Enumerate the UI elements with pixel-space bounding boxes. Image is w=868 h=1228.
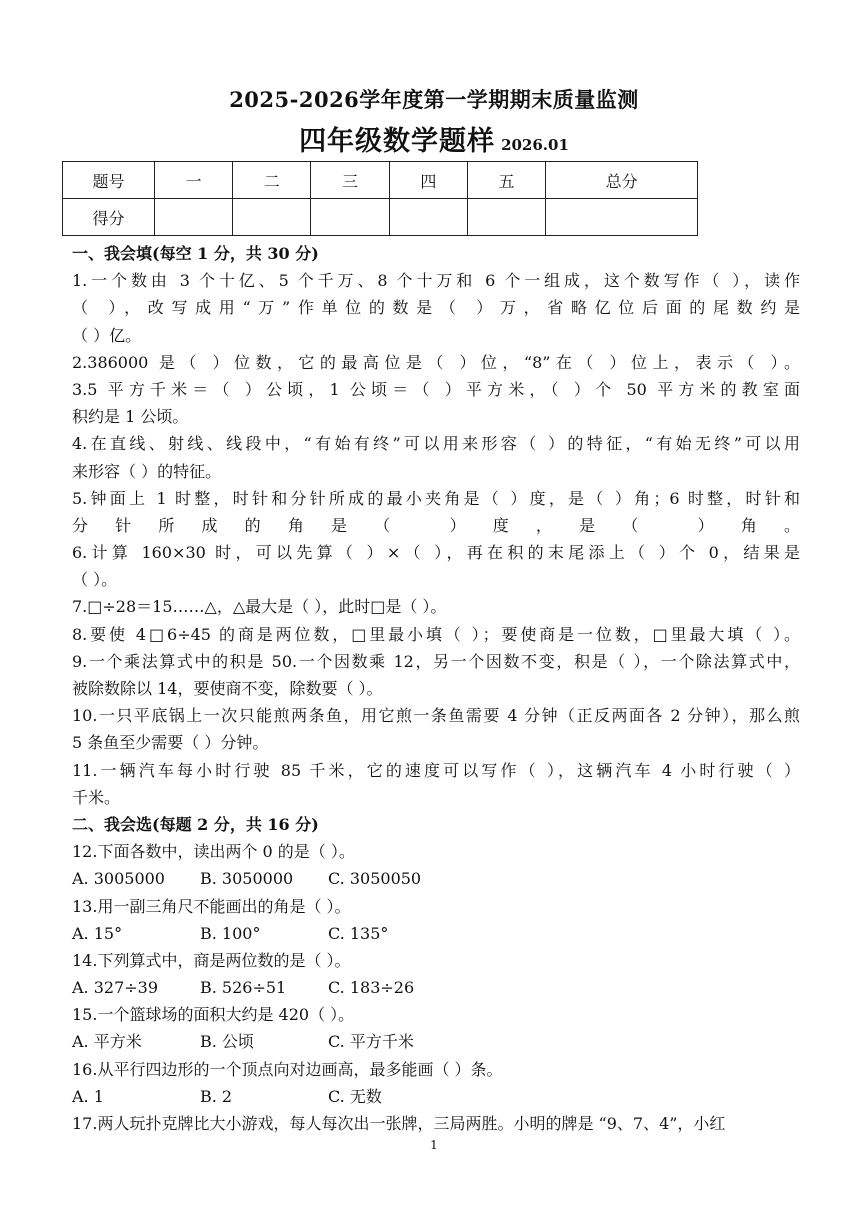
option-b[interactable]: B. 100°: [200, 923, 261, 943]
question-line: 5.钟面上 1 时整，时针和分针所成的最小夹角是（ ）度，是（ ）角；6 时整，时针和: [72, 488, 800, 508]
page-number: 1: [430, 1138, 438, 1152]
score-cell: 题号: [63, 162, 155, 199]
question-line: 11.一辆汽车每小时行驶 85 千米，它的速度可以写作（ ），这辆汽车 4 小时行驶（ ）: [72, 760, 800, 780]
subtitle-text: 四年级数学题样: [299, 126, 496, 157]
question-line: 14.下列算式中，商是两位数的是（ ）。: [72, 950, 351, 970]
option-c[interactable]: C. 183÷26: [328, 978, 415, 998]
question-line: 被除数除以 14，要使商不变，除数要（ ）。: [72, 679, 383, 698]
score-blank-cell[interactable]: [311, 199, 389, 236]
option-b[interactable]: B. 公顷: [200, 1032, 254, 1052]
question-line: 积约是 1 公顷。: [72, 407, 189, 427]
score-table: [62, 161, 698, 236]
question-line: 6.计算 160×30 时，可以先算（ ）×（ ），再在积的末尾添上（ ）个 0，结果是: [72, 543, 800, 563]
question-line: 17.两人玩扑克牌比大小游戏，每人每次出一张牌，三局两胜。小明的牌是 “9、7、4”，小红: [72, 1114, 726, 1133]
exam-subtitle: [0, 119, 868, 158]
options-row: [72, 865, 800, 892]
question-line: 9.一个乘法算式中的积是 50.一个因数乘 12，另一个因数不变，积是（ ），一个除法算式中，: [72, 651, 800, 671]
question-line: 5 条鱼至少需要（ ）分钟。: [72, 733, 269, 753]
score-blank-cell[interactable]: [389, 199, 467, 236]
option-c[interactable]: C. 3050050: [328, 869, 422, 889]
option-c[interactable]: C. 135°: [328, 923, 389, 943]
option-b[interactable]: B. 2: [200, 1086, 233, 1106]
score-cell: 一: [155, 162, 233, 199]
question-line: 7.□÷28＝15……△，△最大是（ ），此时□是（ ）。: [72, 597, 447, 617]
option-c[interactable]: C. 平方千米: [328, 1032, 414, 1052]
option-a[interactable]: A. 327÷39: [72, 978, 159, 998]
option-b[interactable]: B. 3050000: [200, 869, 294, 889]
score-blank-cell[interactable]: [233, 199, 311, 236]
question-line: 分针所成的角是（ ）度，是（ ）角。: [72, 515, 800, 535]
question-line: （ ）亿。: [72, 325, 142, 345]
score-blank-cell[interactable]: [467, 199, 545, 236]
question-line: 8.要使 4□6÷45 的商是两位数，□里最小填（ ）；要使商是一位数，□里最大填（ ）。: [72, 624, 800, 644]
question-line: （ ）。: [72, 570, 118, 590]
option-a[interactable]: A. 1: [72, 1086, 104, 1106]
score-cell: 二: [233, 162, 311, 199]
exam-date: 2026.01: [501, 136, 569, 154]
options-row: [72, 920, 800, 947]
options-row: [72, 1028, 800, 1055]
option-c[interactable]: C. 无数: [328, 1086, 382, 1106]
score-cell: 五: [467, 162, 545, 199]
score-blank-cell[interactable]: [546, 199, 698, 236]
question-line: 千米。: [72, 787, 121, 807]
option-b[interactable]: B. 526÷51: [200, 978, 287, 998]
question-line: 来形容（ ）的特征。: [72, 461, 222, 481]
question-line: 1.一个数由 3 个十亿、5 个千万、8 个十万和 6 个一组成，这个数写作（ ），读作: [72, 271, 800, 291]
option-a[interactable]: A. 平方米: [72, 1032, 142, 1052]
score-label-cell: 得分: [63, 199, 155, 236]
exam-title: 2025-2026学年度第一学期期末质量监测: [229, 87, 639, 112]
question-line: 15.一个篮球场的面积大约是 420（ ）。: [72, 1005, 355, 1025]
score-blank-cell[interactable]: [155, 199, 233, 236]
question-line: 10.一只平底锅上一次只能煎两条鱼，用它煎一条鱼需要 4 分钟（正反两面各 2 分钟），那么煎: [72, 706, 800, 726]
score-table-score-row: [63, 199, 698, 236]
question-line: 2.386000 是（ ）位数，它的最高位是（ ）位，“8”在（ ）位上，表示（ ）。: [72, 352, 800, 372]
question-line: 12.下面各数中，读出两个 0 的是（ ）。: [72, 842, 355, 862]
question-line: 4.在直线、射线、线段中，“有始有终”可以用来形容（ ）的特征，“有始无终”可以用: [72, 434, 800, 454]
section-heading: 一、我会填(每空 1 分，共 30 分): [72, 244, 319, 263]
question-line: 3.5 平方千米＝（ ）公顷，1 公顷＝（ ）平方米，（ ）个 50 平方米的教室面: [72, 379, 800, 399]
score-table-header-row: [63, 162, 698, 199]
question-line: 16.从平行四边形的一个顶点向对边画高，最多能画（ ）条。: [72, 1059, 503, 1079]
option-a[interactable]: A. 15°: [72, 923, 123, 943]
section-heading: 二、我会选(每题 2 分，共 16 分): [72, 814, 319, 834]
score-cell: 总分: [546, 162, 698, 199]
options-row: [72, 1083, 800, 1110]
option-a[interactable]: A. 3005000: [72, 869, 165, 889]
score-cell: 四: [389, 162, 467, 199]
question-line: 13.用一副三角尺不能画出的角是（ ）。: [72, 896, 351, 916]
question-list: [72, 240, 800, 1137]
question-line: （ ），改写成用“万”作单位的数是（ ）万，省略亿位后面的尾数约是: [72, 298, 800, 318]
options-row: [72, 974, 800, 1001]
score-cell: 三: [311, 162, 389, 199]
